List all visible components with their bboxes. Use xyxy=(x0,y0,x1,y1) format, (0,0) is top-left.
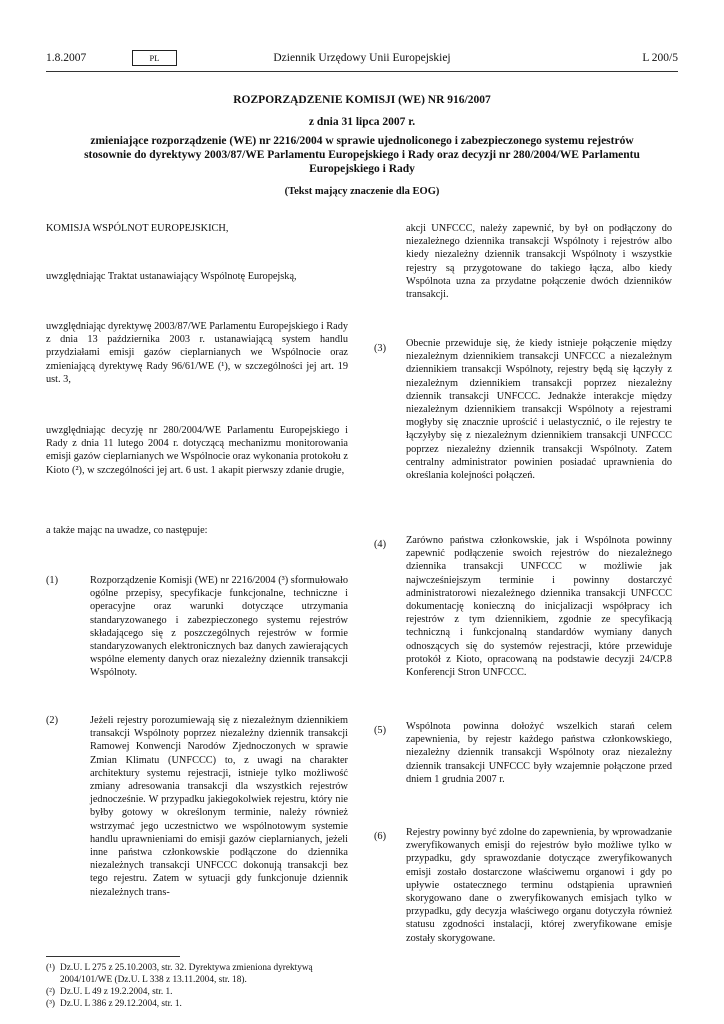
treaty-citation: uwzględniając Traktat ustanawiający Wspólnotę Europejską, xyxy=(46,271,297,282)
recital-2: Jeżeli rejestry porozumiewają się z niezależnym dziennikiem transakcji Wspólnoty poprzez niezależny dziennik transakcji Ramowej Konwencji Narodów Zjednoczonych w sprawie Zmian Klimatu (UNFCCC) to, z uwagi na charakter architektury systemu rejestracji, istnieje tylko możliwość zmiany adresowania transakcji dla wszystkich rejestrów jednocześnie. W przypadku jakiegokolwiek rejestru, który nie byłby gotowy w określonym terminie, należy również wstrzymać jego uczestnictwo we wspólnotowym systemie handlu uprawnieniami do emisji gazów cieplarnianych, jeżeli inne państwa członkowskie podłączone do dziennika niezależnych transakcji UNFCCC dokonują transakcji bez tego rejestru. Zatem w sytuacji gdy funkcjonuje dziennik niezależnych trans- xyxy=(90,715,348,898)
recital-3: Obecnie przewiduje się, że kiedy istnieje połączenie między niezależnym dziennikiem transakcji UNFCCC a niezależnym dziennikiem transakcji Wspólnoty, rejestry będą się łączyły z niezależnym dziennikiem transakcji poprzez niezależny dziennik transakcji UNFCCC. Jednakże interakcje między niezależnym dziennikiem transakcji Wspólnoty a rejestrami mogłyby się znacznie uprościć i uelastycznić, o ile rejestry te łączyłyby się z niezależnym dziennikiem transakcji UNFCCC poprzez niezależny dziennik transakcji Wspólnoty. Zatem centralny administrator powinien posiadać uprawnienia do określania kolejności połączeń. xyxy=(406,338,672,482)
recital-5: Wspólnota powinna dołożyć wszelkich starań celem zapewnienia, by rejestr każdego państwa członkowskiego, niezależny dziennik transakcji Wspólnoty oraz niezależny dziennik transakcji UNFCCC były wzajemnie połączone przed dniem 1 grudnia 2007 r. xyxy=(406,721,672,785)
recital-6: Rejestry powinny być zdolne do zapewnienia, by wprowadzanie zweryfikowanych emisji do rejestrów było możliwe tylko w przypadku, gdy sprawozdanie dotyczące zweryfikowanych emisji zostało dostarczone właściwemu organowi i gdy po upływie ostatecznego terminu odstąpienia uprawnień skorygowano dane o zweryfikowanych emisjach tylko w przypadku, gdy decyzja właściwego organu dotyczyła również statusu zgodności instalacji, której zweryfikowane emisje zostały skorygowane. xyxy=(406,827,672,944)
footnote-rule xyxy=(46,956,180,957)
language-badge: PL xyxy=(132,50,177,66)
regulation-subtitle: zmieniające rozporządzenie (WE) nr 2216/2004 w sprawie ujednoliconego i zabezpieczonego systemu rejestrów stosownie do dyrektywy 2003/87/WE Parlamentu Europejskiego i Rady oraz decyzji nr 280/2004/WE Parlamentu Europejskiego i Rady xyxy=(84,135,640,175)
recital-number: (2) xyxy=(46,715,59,726)
recital-4: Zarówno państwa członkowskie, jak i Wspólnota powinny zapewnić podłączenie swoich rejestrów do niezależnego dziennika transakcji UNFCCC w możliwie jak najwcześniejszym terminie i powinny dostarczyć administratorowi niezależnego dziennika transakcji UNFCCC dokumentację konieczną do inicjalizacji współpracy ich rejestrów z tym dziennikiem, zgodnie ze specyfikacją techniczną i funkcjonalną standardów wymiany danych odnoszących się do systemów rejestracji, które przewiduje protokół z Kioto, opracowaną na podstawie decyzji 24/CP.8 Konferencji Stron UNFCCC. xyxy=(406,535,672,679)
recital-number: (1) xyxy=(46,575,59,586)
recital-1: Rozporządzenie Komisji (WE) nr 2216/2004 (³) sformułowało ogólne przepisy, specyfikacje funkcjonalne, techniczne i operacyjne oraz warunki dotyczące utrzymania standaryzowanego i zabezpieczonego systemu rejestrów składającego się z poszczególnych rejestrów w formie standaryzowanych elektronicznych baz danych zawierających wspólne elementy danych oraz niezależny dziennik transakcji Wspólnoty. xyxy=(90,575,348,679)
footnote-label: (²) xyxy=(46,987,55,997)
regulation-title: ROZPORZĄDZENIE KOMISJI (WE) NR 916/2007 xyxy=(233,94,491,106)
footnote-text: Dz.U. L 275 z 25.10.2003, str. 32. Dyrektywa zmieniona dyrektywą 2004/101/WE (Dz.U. L 338 z 13.11.2004, str. 18). xyxy=(60,963,313,985)
header-rule xyxy=(46,71,678,72)
decision-citation: uwzględniając decyzję nr 280/2004/WE Parlamentu Europejskiego i Rady z dnia 11 lutego 2004 r. dotyczącą mechanizmu monitorowania emisji gazów cieplarnianych we Wspólnocie oraz wykonania protokołu z Kioto (²), w szczególności jej art. 6 ust. 1 akapit pierwszy zdanie drugie, xyxy=(46,425,348,476)
whereas-intro: a także mając na uwadze, co następuje: xyxy=(46,525,208,536)
recital-number: (3) xyxy=(374,343,387,354)
recital-2-continued: akcji UNFCCC, należy zapewnić, by był on podłączony do niezależnego dziennika transakcji Wspólnoty i rejestrów albo kiedy niezależny dziennik transakcji Wspólnoty i wszystkie rejestry są przygotowane do takiego łącza, albo kiedy Wspólnota uzna za przydatne połączenie dwóch dzienników transakcji. xyxy=(406,223,672,301)
footnote-label: (¹) xyxy=(46,963,55,973)
footnote-text: Dz.U. L 386 z 29.12.2004, str. 1. xyxy=(60,999,182,1009)
eea-relevance-note: (Tekst mający znaczenie dla EOG) xyxy=(284,186,440,197)
footnote-label: (³) xyxy=(46,999,55,1009)
recital-number: (4) xyxy=(374,539,387,550)
regulation-date: z dnia 31 lipca 2007 r. xyxy=(308,116,416,128)
journal-name: Dziennik Urzędowy Unii Europejskiej xyxy=(273,52,451,64)
footnote-text: Dz.U. L 49 z 19.2.2004, str. 1. xyxy=(60,987,173,997)
publication-date: 1.8.2007 xyxy=(46,52,87,64)
commission-line: KOMISJA WSPÓLNOT EUROPEJSKICH, xyxy=(46,223,229,234)
recital-number: (5) xyxy=(374,725,387,736)
page-reference: L 200/5 xyxy=(642,52,678,64)
directive-citation: uwzględniając dyrektywę 2003/87/WE Parlamentu Europejskiego i Rady z dnia 13 października 2003 r. ustanawiającą system handlu przydziałami emisji gazów cieplarnianych we Wspólnocie oraz zmieniającą dyrektywę Rady 96/61/WE (¹), w szczególności jej art. 19 ust. 3, xyxy=(46,321,348,385)
recital-number: (6) xyxy=(374,831,387,842)
running-header xyxy=(46,52,678,70)
